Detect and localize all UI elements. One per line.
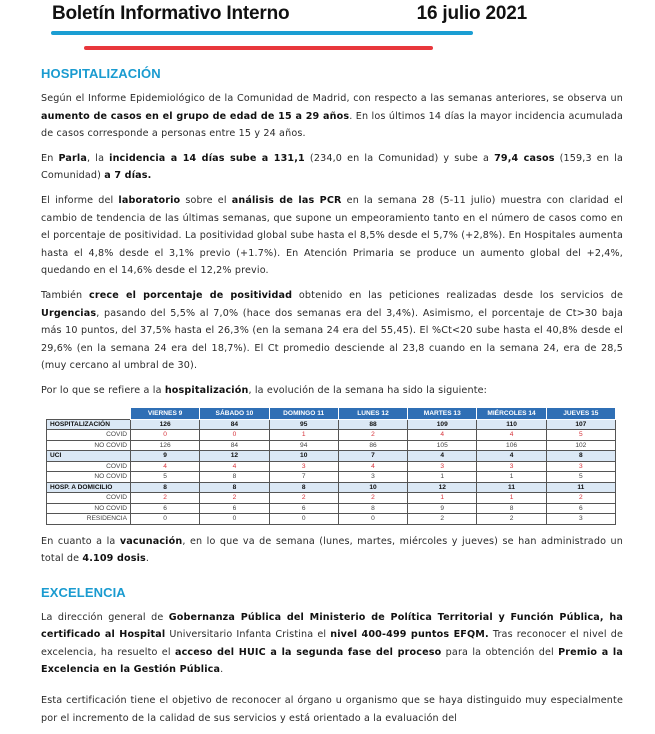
table-row [47, 493, 616, 504]
table-cell: 126 [131, 419, 200, 430]
table-row [47, 503, 616, 514]
table-cell: 2 [408, 514, 477, 525]
table-cell: 105 [408, 440, 477, 451]
table-row [47, 482, 616, 493]
table-cell: 4 [338, 461, 407, 472]
table-cell: 11 [546, 482, 615, 493]
table-row [47, 451, 616, 462]
table-cell: 11 [477, 482, 546, 493]
table-cell: 3 [269, 461, 338, 472]
table-cell: 3 [338, 472, 407, 483]
table-cell: 86 [338, 440, 407, 451]
table-cell: 0 [269, 514, 338, 525]
table-cell: 8 [269, 482, 338, 493]
table-cell: 12 [200, 451, 269, 462]
column-header: VIERNES 9 [131, 407, 200, 419]
table-row [47, 430, 616, 441]
table-cell: 2 [269, 493, 338, 504]
bulletin-content [41, 66, 623, 734]
table-cell: 107 [546, 419, 615, 430]
table-cell: 4 [200, 461, 269, 472]
bulletin-title: Boletín Informativo Interno [52, 3, 290, 24]
table-cell: 8 [546, 451, 615, 462]
row-label: HOSP. A DOMICILIO [47, 482, 131, 493]
table-row [47, 461, 616, 472]
row-label: COVID [47, 461, 131, 472]
header-divider-red [84, 46, 433, 50]
column-header: MIÉRCOLES 14 [477, 407, 546, 419]
table-cell: 10 [338, 482, 407, 493]
table-cell: 88 [338, 419, 407, 430]
table-row [47, 440, 616, 451]
column-header: DOMINGO 11 [269, 407, 338, 419]
row-label: NO COVID [47, 472, 131, 483]
row-label: NO COVID [47, 503, 131, 514]
table-cell: 106 [477, 440, 546, 451]
row-label: NO COVID [47, 440, 131, 451]
paragraph-objetivo: Esta certificación tiene el objetivo de reconocer al órgano u organismo que se haya distinguido muy especialmente por el incremento de la calidad de sus servicios y está orientado a la evaluación del [41, 695, 623, 724]
column-header: JUEVES 15 [546, 407, 615, 419]
paragraph-certificacion: La dirección general de Gobernanza Pública del Ministerio de Política Territorial y Función Pública, ha certificado al Hospital Universitario Infanta Cristina el nivel 400-499 puntos EFQM. Tras reconocer el nivel de excelencia, ha resuelto el acceso del HUIC a la segunda fase del proceso para la obtención del Premio a la Excelencia en la Gestión Pública. [41, 611, 623, 676]
table-row [47, 514, 616, 525]
paragraph-incidence-age: Según el Informe Epidemiológico de la Comunidad de Madrid, con respecto a las semanas anteriores, se observa un aumento de casos en el grupo de edad de 15 a 29 años. En los últimos 14 días la mayor incidencia acumulada de casos corresponde a personas entre 15 y 24 años. [41, 93, 623, 140]
table-cell: 4 [131, 461, 200, 472]
table-cell: 2 [477, 514, 546, 525]
table-cell: 0 [200, 430, 269, 441]
paragraph-vacunacion: En cuanto a la vacunación, en lo que va de semana (lunes, martes, miércoles y jueves) se han administrado un total de 4.109 dosis. [41, 535, 623, 565]
table-cell: 6 [546, 503, 615, 514]
paragraph-hospitalizacion-intro: Por lo que se refiere a la hospitalización, la evolución de la semana ha sido la siguiente: [41, 384, 488, 396]
table-cell: 2 [546, 493, 615, 504]
table-cell: 0 [131, 430, 200, 441]
row-label: HOSPITALIZACIÓN [47, 419, 131, 430]
table-header-row [47, 407, 616, 419]
table-cell: 4 [477, 451, 546, 462]
paragraph-positividad: También crece el porcentaje de positividad obtenido en las peticiones realizadas desde los servicios de Urgencias, pasando del 5,5% al 7,0% (hace dos semanas era del 3,4%). Asimismo, el porcentaje de Ct>30 baja más 10 puntos, del 37,5% hasta el 26,3% (en la semana 24 era del 55,45). El %Ct<20 sube hasta el 40,8% desde el 29,6% (en la semana 24 era del 18,7%). El Ct promedio desciende al 23,8 cuando en la semana 24, era de 28,5 (muy cercano al umbral de 30). [41, 289, 624, 372]
header-divider-blue [51, 31, 473, 35]
section-heading-excelencia: EXCELENCIA [41, 584, 126, 600]
table-cell: 2 [338, 493, 407, 504]
table-cell: 2 [338, 430, 407, 441]
table-cell: 4 [477, 430, 546, 441]
paragraph-laboratorio: El informe del laboratorio sobre el análisis de las PCR en la semana 28 (5-11 julio) muestra con claridad el cambio de tendencia de las últimas semanas, que supone un empeoramiento tanto en el número de casos como en el porcentaje de positividad. La positividad global sube hasta el 8,5% desde el 5,7% (+2,8%). En Hospitales aumenta hasta el 4,8% desde el 3,1% previo (+1.7%). En Atención Primaria se produce un aumento global del +2,4%, quedando en el 14,6% desde el 12,2% previo. [41, 194, 623, 277]
table-cell: 1 [408, 493, 477, 504]
table-cell: 109 [408, 419, 477, 430]
table-cell: 6 [200, 503, 269, 514]
table-cell: 2 [131, 493, 200, 504]
table-cell: 102 [546, 440, 615, 451]
table-cell: 0 [200, 514, 269, 525]
table-cell: 1 [269, 430, 338, 441]
column-header: SÁBADO 10 [200, 407, 269, 419]
table-cell: 4 [408, 451, 477, 462]
table-cell: 3 [477, 461, 546, 472]
table-cell: 95 [269, 419, 338, 430]
row-label: COVID [47, 430, 131, 441]
table-cell: 12 [408, 482, 477, 493]
table-cell: 126 [131, 440, 200, 451]
table-cell: 9 [131, 451, 200, 462]
row-label: COVID [47, 493, 131, 504]
table-row [47, 472, 616, 483]
table-cell: 3 [546, 461, 615, 472]
table-cell: 110 [477, 419, 546, 430]
table-cell: 9 [408, 503, 477, 514]
hospitalization-table-wrapper [46, 407, 623, 525]
table-cell: 5 [546, 472, 615, 483]
hospitalization-table [46, 407, 616, 525]
column-header: LUNES 12 [338, 407, 407, 419]
table-cell: 84 [200, 419, 269, 430]
table-cell: 10 [269, 451, 338, 462]
table-corner [47, 407, 131, 419]
column-header: MARTES 13 [408, 407, 477, 419]
table-cell: 2 [200, 493, 269, 504]
paragraph-parla: En Parla, la incidencia a 14 días sube a 131,1 (234,0 en la Comunidad) y sube a 79,4 casos (159,3 en la Comunidad) a 7 días. [41, 152, 623, 182]
table-cell: 4 [408, 430, 477, 441]
table-cell: 7 [269, 472, 338, 483]
table-cell: 94 [269, 440, 338, 451]
table-cell: 8 [200, 482, 269, 493]
table-cell: 1 [477, 472, 546, 483]
table-cell: 3 [546, 514, 615, 525]
table-cell: 8 [131, 482, 200, 493]
table-cell: 7 [338, 451, 407, 462]
table-cell: 5 [131, 472, 200, 483]
table-cell: 5 [546, 430, 615, 441]
row-label: UCI [47, 451, 131, 462]
table-cell: 8 [200, 472, 269, 483]
row-label: RESIDENCIA [47, 514, 131, 525]
table-cell: 1 [408, 472, 477, 483]
table-row [47, 419, 616, 430]
table-cell: 1 [477, 493, 546, 504]
bulletin-date: 16 julio 2021 [416, 3, 527, 24]
table-cell: 84 [200, 440, 269, 451]
table-cell: 3 [408, 461, 477, 472]
table-cell: 6 [269, 503, 338, 514]
table-cell: 8 [338, 503, 407, 514]
table-cell: 8 [477, 503, 546, 514]
section-heading-hospitalizacion: HOSPITALIZACIÓN [41, 66, 161, 81]
table-cell: 0 [131, 514, 200, 525]
table-cell: 6 [131, 503, 200, 514]
table-cell: 0 [338, 514, 407, 525]
